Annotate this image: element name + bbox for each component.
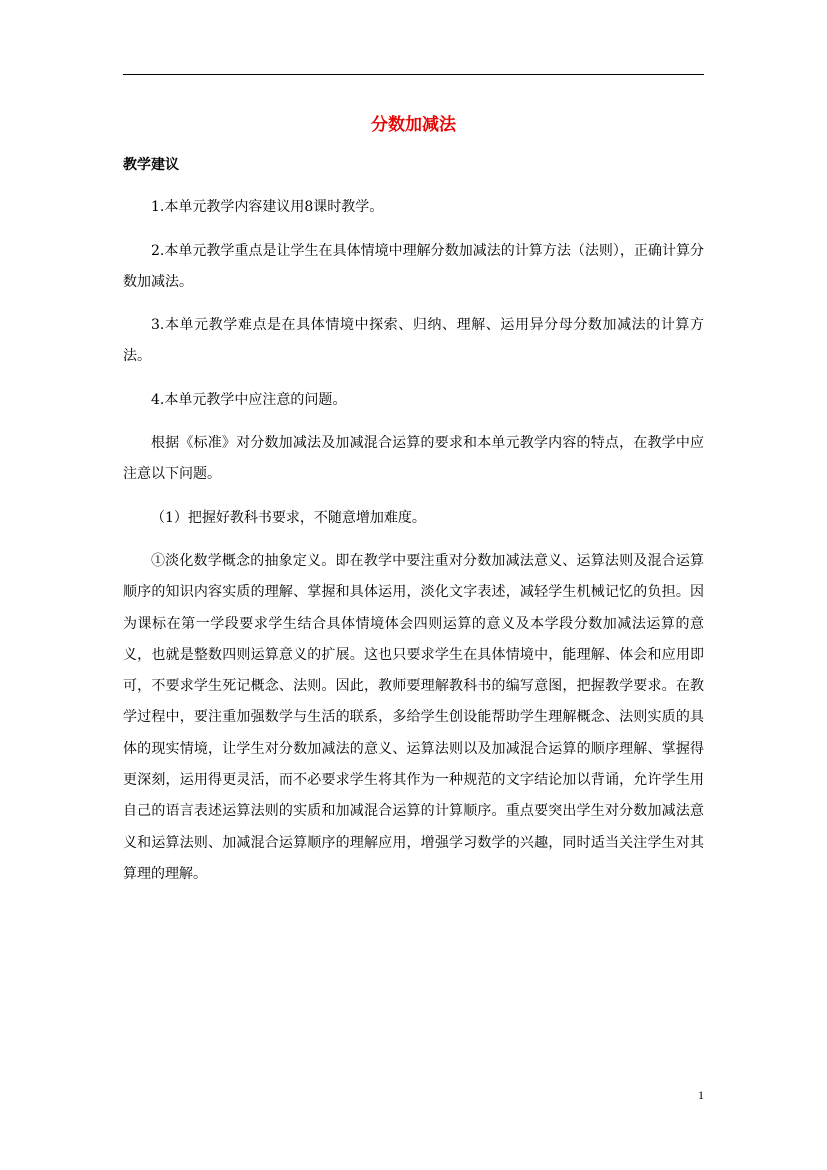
paragraph-4: 4.本单元教学中应注意的问题。 bbox=[151, 391, 347, 408]
paragraph-2: 2.本单元教学重点是让学生在具体情境中理解分数加减法的计算方法（法则），正确计算分数加减法。 bbox=[123, 242, 704, 290]
document-body bbox=[123, 150, 704, 902]
paragraph-3: 3.本单元教学难点是在具体情境中探索、归纳、理解、运用异分母分数加减法的计算方法。 bbox=[123, 317, 704, 365]
paragraph-7: ①淡化数学概念的抽象定义。即在教学中要注重对分数加减法意义、运算法则及混合运算顺序的知识内容实质的理解、掌握和具体运用，淡化文字表述，减轻学生机械记忆的负担。因为课标在第一学段要求学生结合具体情境体会四则运算的意义及本学段分数加减法运算的意义，也就是整数四则运算意义的扩展。这也只要求学生在具体情境中，能理解、体会和应用即可，不要求学生死记概念、法则。因此，教师要理解教科书的编写意图，把握教学要求。在教学过程中，要注重加强数学与生活的联系，多给学生创设能帮助学生理解概念、法则实质的具体的现实情境，让学生对分数加减法的意义、运算法则以及加减混合运算的顺序理解、掌握得更深刻，运用得更灵活，而不必要求学生将其作为一种规范的文字结论加以背诵，允许学生用自己的语言表述运算法则的实质和加减混合运算的计算顺序。重点要突出学生对分数加减法意义和运算法则、加减混合运算顺序的理解应用，增强学习数学的兴趣，同时适当关注学生对其算理的理解。 bbox=[123, 552, 704, 882]
paragraph-6: （1）把握好教科书要求，不随意增加难度。 bbox=[151, 509, 426, 526]
page-number: 1 bbox=[698, 1088, 704, 1102]
paragraph-1: 1.本单元教学内容建议用8课时教学。 bbox=[151, 199, 384, 216]
document-title: 分数加减法 bbox=[371, 115, 456, 135]
header-rule bbox=[123, 74, 704, 75]
section-heading: 教学建议 bbox=[123, 157, 179, 173]
paragraph-5: 根据《标准》对分数加减法及加减混合运算的要求和本单元教学内容的特点，在教学中应注意以下问题。 bbox=[123, 435, 704, 483]
